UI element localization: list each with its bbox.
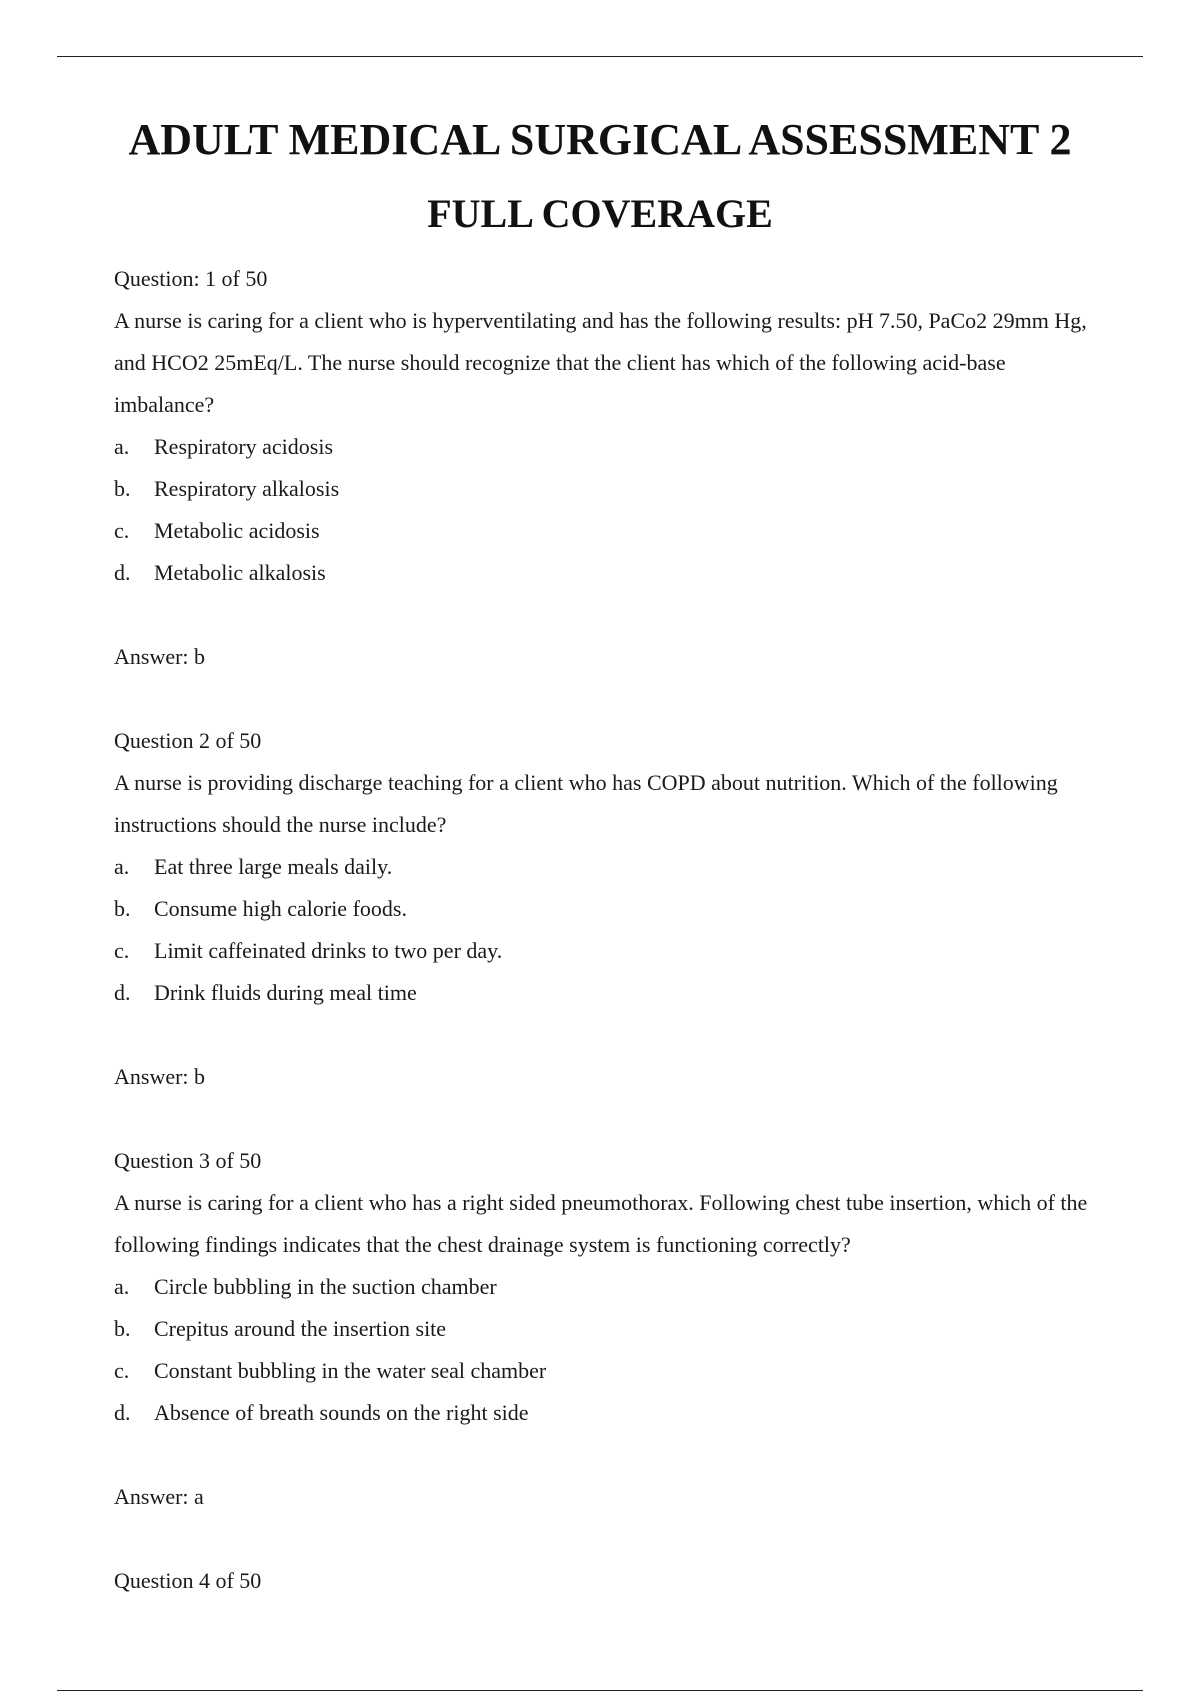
option-letter: c.: [114, 1358, 130, 1383]
answer: Answer: b: [114, 644, 206, 669]
option-text: Respiratory acidosis: [154, 434, 334, 459]
option-letter: a.: [114, 434, 130, 459]
option-a: [114, 1266, 1104, 1308]
options-list: [114, 1266, 1104, 1434]
option-letter: b.: [114, 896, 131, 921]
option-letter: d.: [114, 980, 131, 1005]
option-letter: a.: [114, 1274, 130, 1299]
option-text: Metabolic acidosis: [154, 518, 320, 543]
option-text: Drink fluids during meal time: [154, 980, 417, 1005]
option-b: [114, 888, 1104, 930]
option-d: [114, 1392, 1104, 1434]
option-letter: a.: [114, 854, 130, 879]
option-c: [114, 1350, 1104, 1392]
option-text: Metabolic alkalosis: [154, 560, 326, 585]
options-list: [114, 426, 1104, 594]
option-d: [114, 552, 1104, 594]
question-3: [114, 1140, 1104, 1518]
question-1: [114, 258, 1104, 678]
option-letter: c.: [114, 518, 130, 543]
question-header: Question 3 of 50: [114, 1148, 262, 1173]
option-letter: d.: [114, 560, 131, 585]
question-text: A nurse is caring for a client who has a right sided pneumothorax. Following chest tube insertion, which of the following findings indicates that the chest drainage system is functioning correctly?: [114, 1190, 1088, 1257]
option-c: [114, 510, 1104, 552]
document-subtitle: FULL COVERAGE: [427, 191, 773, 236]
question-text: A nurse is providing discharge teaching for a client who has COPD about nutrition. Which of the following instructions should the nurse include?: [114, 770, 1058, 837]
question-header: Question 2 of 50: [114, 728, 262, 753]
question-2: [114, 720, 1104, 1098]
document-title: ADULT MEDICAL SURGICAL ASSESSMENT 2: [128, 115, 1072, 164]
option-letter: b.: [114, 1316, 131, 1341]
option-a: [114, 426, 1104, 468]
option-text: Respiratory alkalosis: [154, 476, 340, 501]
option-text: Consume high calorie foods.: [154, 896, 407, 921]
option-text: Circle bubbling in the suction chamber: [154, 1274, 497, 1299]
question-text: A nurse is caring for a client who is hyperventilating and has the following results: pH 7.50, PaCo2 29mm Hg, and HCO2 25mEq/L. The nurse should recognize that the client has which of the following acid-base imbalance?: [114, 308, 1087, 417]
option-letter: b.: [114, 476, 131, 501]
option-letter: c.: [114, 938, 130, 963]
option-a: [114, 846, 1104, 888]
question-header: Question 4 of 50: [114, 1568, 262, 1593]
option-text: Absence of breath sounds on the right side: [154, 1400, 529, 1425]
option-text: Constant bubbling in the water seal chamber: [154, 1358, 547, 1383]
answer: Answer: b: [114, 1064, 206, 1089]
question-header: Question: 1 of 50: [114, 266, 268, 291]
option-text: Crepitus around the insertion site: [154, 1316, 447, 1341]
bottom-rule: [57, 1690, 1143, 1691]
questions-container: [114, 258, 1104, 1602]
option-c: [114, 930, 1104, 972]
option-text: Limit caffeinated drinks to two per day.: [154, 938, 503, 963]
option-text: Eat three large meals daily.: [154, 854, 393, 879]
top-rule: [57, 56, 1143, 57]
answer: Answer: a: [114, 1484, 204, 1509]
option-b: [114, 1308, 1104, 1350]
option-letter: d.: [114, 1400, 131, 1425]
option-d: [114, 972, 1104, 1014]
question-4: [114, 1560, 1104, 1602]
options-list: [114, 846, 1104, 1014]
option-b: [114, 468, 1104, 510]
